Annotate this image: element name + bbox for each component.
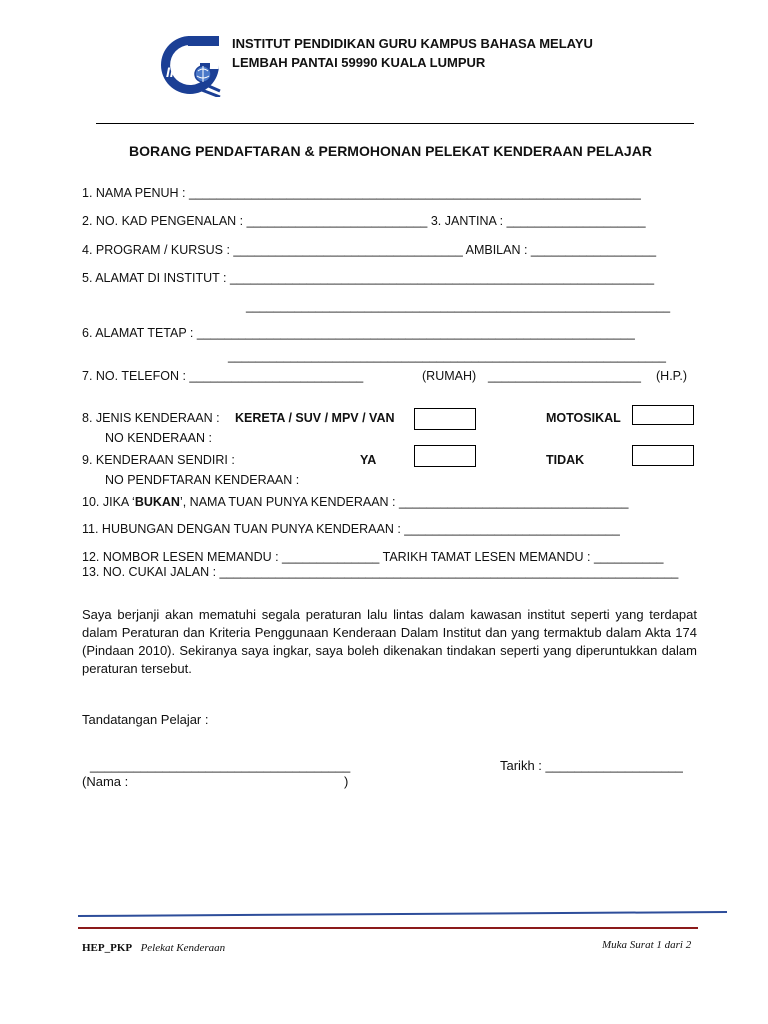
footer-desc: Pelekat Kenderaan [140,942,226,954]
label-tidak: TIDAK [546,453,585,467]
field-alamat-tetap[interactable]: 6. ALAMAT TETAP : _______________________________________________________________ [82,326,635,340]
field-telefon-hp[interactable]: ______________________ [488,369,641,383]
q10-suffix: ’, NAMA TUAN PUNYA KENDERAAN : _________________________________ [179,495,629,509]
field-nama-tuan-punya[interactable] [82,494,628,510]
signature-line[interactable]: ____________________________________ [90,758,351,773]
q10-prefix: 10. JIKA ‘ [82,495,135,509]
ipg-logo [158,33,222,97]
label-rumah: (RUMAH) [422,369,477,383]
ipg-logo-graphic [158,33,222,97]
svg-text:IPG: IPG [166,64,191,80]
field-alamat-institut[interactable]: 5. ALAMAT DI INSTITUT : _____________________________________________________________ [82,271,655,285]
field-kad-pengenalan-jantina[interactable]: 2. NO. KAD PENGENALAN : __________________________ 3. JANTINA : ____________________ [82,214,646,228]
label-hp: (H.P.) [656,369,688,383]
label-kenderaan-sendiri: 9. KENDERAAN SENDIRI : [82,453,235,467]
tarikh-field[interactable]: Tarikh : ___________________ [500,758,683,773]
footer-page: Muka Surat 1 dari 2 [602,939,692,951]
checkbox-kereta[interactable] [414,408,476,430]
declaration-text: Saya berjanji akan mematuhi segala peraturan lalu lintas dalam kawasan institut seperti yang terdapat dalam Peraturan dan Kriteria Penggunaan Kenderaan Dalam Institut dan yang termaktub dalam Akta 174 (Pindaan 2010). Sekiranya saya ingkar, saya boleh dikenakan tindakan seperti yang diperuntukkan dalam peraturan tersebut. [82,607,697,676]
nama-open: (Nama : [82,774,129,789]
field-no-kenderaan[interactable]: NO KENDERAAN : [105,431,212,445]
field-alamat-tetap-line2[interactable]: _______________________________________________________________ [228,349,666,363]
field-cukai-jalan[interactable]: 13. NO. CUKAI JALAN : __________________________________________________________________ [82,565,679,579]
institute-address: LEMBAH PANTAI 59990 KUALA LUMPUR [232,55,486,70]
q10-bukan: BUKAN [134,495,180,509]
label-ya: YA [360,453,377,467]
nama-close: ) [344,774,349,789]
field-no-pendaftaran[interactable]: NO PENDFTARAN KENDERAAN : [105,473,300,487]
header-rule [96,123,694,124]
signature-label: Tandatangan Pelajar : [82,712,209,727]
field-hubungan[interactable]: 11. HUBUNGAN DENGAN TUAN PUNYA KENDERAAN : _______________________________ [82,522,620,536]
label-motosikal: MOTOSIKAL [546,411,621,425]
label-kereta-options: KERETA / SUV / MPV / VAN [235,411,395,425]
checkbox-tidak[interactable] [632,445,694,466]
field-telefon-rumah[interactable]: 7. NO. TELEFON : _________________________ [82,369,364,383]
field-alamat-institut-line2[interactable]: _____________________________________________________________ [246,299,671,313]
footer-rules [0,908,768,932]
footer-left [82,938,225,956]
footer-code: HEP_PKP [82,942,133,954]
checkbox-ya[interactable] [414,445,476,467]
field-lesen-memandu[interactable]: 12. NOMBOR LESEN MEMANDU : ______________ TARIKH TAMAT LESEN MEMANDU : __________ [82,550,664,564]
label-jenis-kenderaan: 8. JENIS KENDERAAN : [82,411,220,425]
field-nama-penuh[interactable]: 1. NAMA PENUH : _________________________________________________________________ [82,186,641,200]
field-program-ambilan[interactable]: 4. PROGRAM / KURSUS : _________________________________ AMBILAN : __________________ [82,243,657,257]
form-title: BORANG PENDAFTARAN & PERMOHONAN PELEKAT KENDERAAN PELAJAR [129,143,652,159]
institute-name: INSTITUT PENDIDIKAN GURU KAMPUS BAHASA MELAYU [232,36,593,51]
checkbox-motosikal[interactable] [632,405,694,425]
